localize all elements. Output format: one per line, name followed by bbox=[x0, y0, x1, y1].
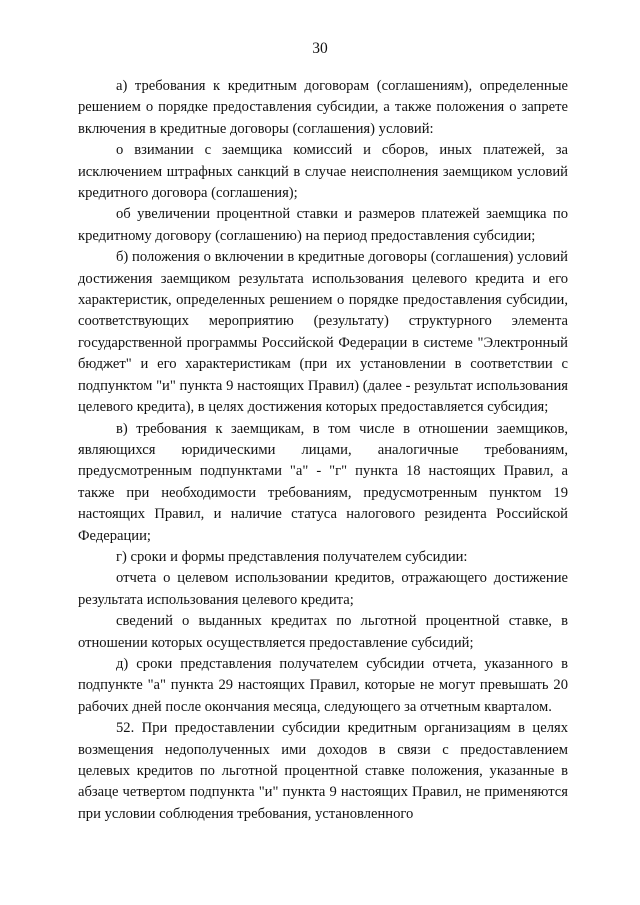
paragraph-target-use-report: отчета о целевом использовании кредитов, отражающего достижение результата использования целевого кредита; bbox=[78, 570, 568, 608]
paragraph-d-report-deadlines: д) сроки представления получателем субсидии отчета, указанного в подпункте "а" пункта 29 настоящих Правил, которые не могут превышать 20 рабочих дней после окончания месяца, следующего за отчетным кварталом. bbox=[78, 655, 568, 715]
paragraph-g-reporting-terms: г) сроки и формы представления получателем субсидии: bbox=[116, 548, 468, 565]
paragraph-issued-credits-info: сведений о выданных кредитах по льготной процентной ставке, в отношении которых осуществляется предоставление субсидий; bbox=[78, 613, 568, 651]
paragraph-rate-increase-prohibition: об увеличении процентной ставки и размеров платежей заемщика по кредитному договору (соглашению) на период предоставления субсидии; bbox=[78, 206, 568, 244]
paragraph-b-result-conditions: б) положения о включении в кредитные договоры (соглашения) условий достижения заемщиком результата использования целевого кредита и его характеристик, определенных решением о порядке предоставления субсидии, соответствующих мероприятию (результату) структурного элемента государственной программы Российской Федерации в системе "Электронный бюджет" и его характеристикам (при их установлении в соответствии с подпунктом "и" пункта 9 настоящих Правил) (далее - результат использования целевого кредита), в целях достижения которых предоставляется субсидия; bbox=[78, 249, 568, 416]
paragraph-a-credit-agreement-requirements: а) требования к кредитным договорам (соглашениям), определенные решением о порядке предоставления субсидии, а также положения о запрете включения в кредитные договоры (соглашения) условий: bbox=[78, 78, 568, 137]
paragraph-52-credit-organizations: 52. При предоставлении субсидии кредитным организациям в целях возмещения недополученных ими доходов в связи с предоставлением целевых кредитов по льготной процентной ставке положения, указанные в абзаце четвертом подпункта "и" пункта 9 настоящих Правил, не применяются при условии соблюдения требования, установленного bbox=[78, 720, 568, 822]
document-body bbox=[78, 76, 568, 825]
paragraph-v-borrower-requirements: в) требования к заемщикам, в том числе в отношении заемщиков, являющихся юридическими лицами, аналогичные требованиям, предусмотренным подпунктами "а" - "г" пункта 18 настоящих Правил, а также при необходимости требованиям, предусмотренным пунктом 19 настоящих Правил, и наличие статуса налогового резидента Российской Федерации; bbox=[78, 420, 568, 544]
page-number: 30 bbox=[312, 40, 328, 57]
paragraph-fees-prohibition: о взимании с заемщика комиссий и сборов, иных платежей, за исключением штрафных санкций в случае неисполнения заемщиком условий кредитного договора (соглашения); bbox=[78, 142, 568, 202]
